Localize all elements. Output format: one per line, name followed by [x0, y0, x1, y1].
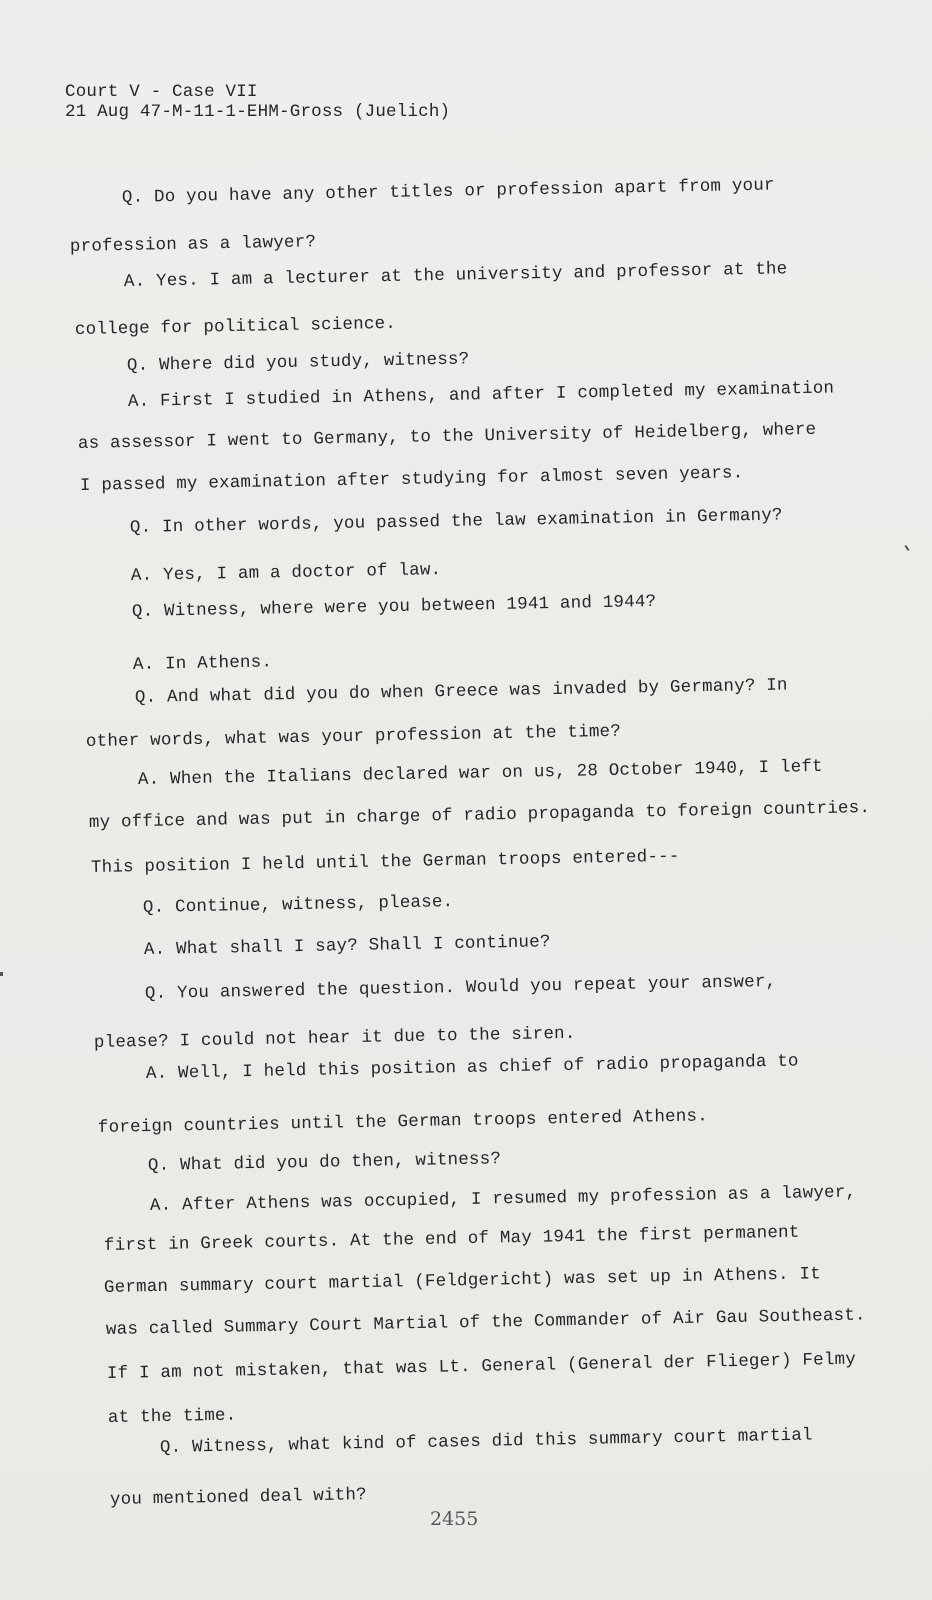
transcript-line: A. Yes. I am a lecturer at the university and professor at the	[123, 259, 788, 292]
transcript-line: A. In Athens.	[132, 652, 273, 675]
transcript-line: I passed my examination after studying for almost seven years.	[79, 463, 744, 496]
transcript-line: foreign countries until the German troops entered Athens.	[97, 1106, 709, 1138]
transcript-line: as assessor I went to Germany, to the University of Heidelberg, where	[77, 419, 817, 454]
header-reference: 21 Aug 47-M-11-1-EHM-Gross (Juelich)	[65, 102, 451, 122]
transcript-line: A. After Athens was occupied, I resumed my profession as a lawyer,	[149, 1182, 857, 1216]
transcript-line: other words, what was your profession at the time?	[85, 721, 622, 752]
transcript-line: Q. Do you have any other titles or profession apart from your	[121, 175, 775, 208]
transcript-line: German summary court martial (Feldgericht) was set up in Athens. It	[103, 1264, 822, 1298]
paper-mark	[904, 545, 909, 551]
transcript-line: A. Well, I held this position as chief of radio propaganda to	[145, 1051, 799, 1084]
transcript-line: was called Summary Court Martial of the Commander of Air Gau Southeast.	[105, 1305, 866, 1340]
header-case: Court V - Case VII	[65, 82, 258, 102]
transcript-line: Q. Witness, where were you between 1941 and 1944?	[131, 591, 657, 622]
transcript-line: A. Yes, I am a doctor of law.	[130, 560, 442, 586]
transcript-line: profession as a lawyer?	[69, 232, 317, 257]
transcript-line: This position I held until the German troops entered---	[90, 846, 680, 878]
transcript-line: please? I could not hear it due to the siren.	[93, 1023, 576, 1053]
transcript-line: A. What shall I say? Shall I continue?	[143, 932, 551, 960]
transcript-line: Q. And what did you do when Greece was invaded by Germany? In	[134, 675, 788, 708]
transcript-line: Q. You answered the question. Would you repeat your answer,	[144, 971, 777, 1004]
transcript-line: Q. Continue, witness, please.	[142, 892, 454, 918]
transcript-line: first in Greek courts. At the end of May 1941 the first permanent	[103, 1222, 800, 1256]
transcript-line: my office and was put in charge of radio propaganda to foreign countries.	[88, 798, 871, 833]
transcript-line: A. When the Italians declared war on us, 28 October 1940, I left	[137, 756, 823, 790]
transcript-line: Q. What did you do then, witness?	[147, 1149, 502, 1176]
transcript-line: Q. In other words, you passed the law examination in Germany?	[129, 505, 783, 538]
transcript-line: If I am not mistaken, that was Lt. General (General der Flieger) Felmy	[106, 1349, 857, 1384]
transcript-line: Q. Witness, what kind of cases did this summary court martial	[159, 1425, 813, 1458]
transcript-line: you mentioned deal with?	[109, 1485, 367, 1510]
transcript-line: college for political science.	[74, 313, 397, 340]
page-number: 2455	[430, 1508, 479, 1530]
transcript-line: Q. Where did you study, witness?	[126, 349, 470, 376]
paper-mark	[0, 972, 3, 976]
transcript-line: A. First I studied in Athens, and after I completed my examination	[127, 378, 835, 412]
transcript-line: at the time.	[107, 1405, 237, 1428]
